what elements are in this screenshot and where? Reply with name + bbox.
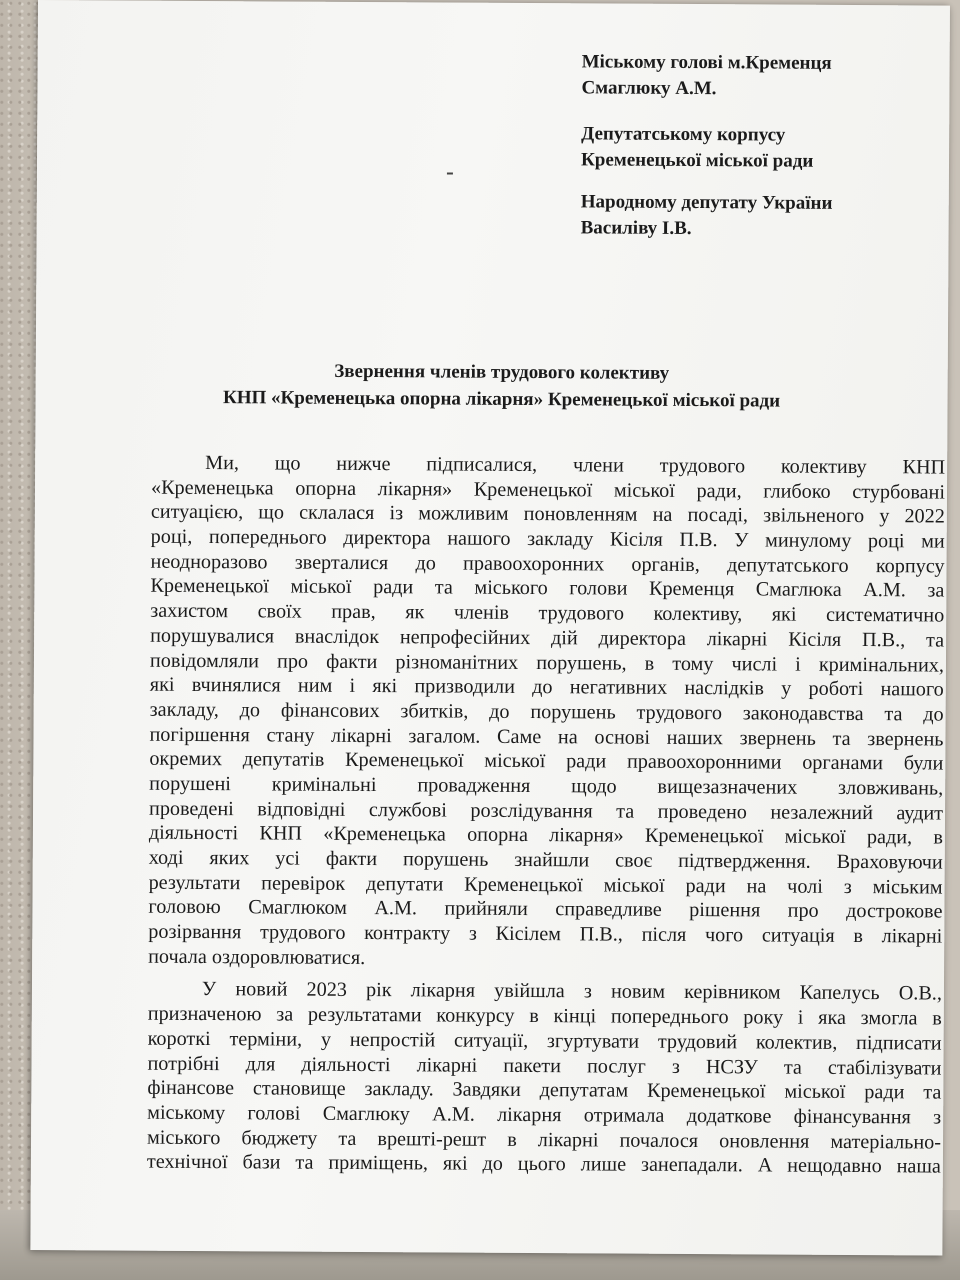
text-line: розірвання трудового контракту з Кісілем П.В., після чого ситуація в лікарні: [148, 920, 943, 948]
text-line: повідомляли про факти різноманітних порушень, в тому числі і кримінальних,: [149, 649, 945, 677]
text-line: погіршення стану лікарні загалом. Саме на основі наших звернень та звернень: [149, 723, 944, 751]
paragraph-1: [148, 451, 945, 974]
text-line: призначеною за результатами конкурсу в кінці попереднього року і яка змогла в: [147, 1002, 942, 1030]
text-line: Кременецької міської ради та міського голови Кременця Смаглюка А.М. за: [150, 575, 945, 602]
text-line: неодноразово зверталися до правоохоронних органів, депутатського корпусу: [150, 550, 945, 578]
document-title: [95, 356, 907, 415]
text-line: потрібні для діяльності лікарні пакети послуг з НСЗУ та стабілізувати: [147, 1052, 942, 1080]
paragraph-2: [147, 977, 942, 1179]
addressee-line: Василіву І.В.: [580, 217, 692, 239]
addressee-line: Смаглюку А.М.: [581, 77, 717, 100]
addressee-line: Депутатському корпусу: [581, 123, 786, 146]
text-line: почала оздоровлюватися.: [148, 945, 366, 969]
title-line-1: Звернення членів трудового колективу: [334, 360, 670, 384]
addressee-line: Міському голові м.Кременця: [581, 51, 832, 74]
text-line: головою Смаглюком А.М. прийняли справедливе рішення про дострокове: [148, 896, 943, 923]
letter-page: [30, 0, 950, 1256]
text-line: технічної бази та приміщень, які до цього лише занепадали. А нещодавно наша: [146, 1150, 941, 1178]
text-line: захистом своїх прав, як членів трудового колективу, які систематично: [150, 599, 945, 627]
text-line: Ми, що нижче підписалися, члени трудового колективу КНП: [205, 452, 946, 479]
text-line: фінансове становище закладу. Завдяки депутатам Кременецької міської ради та: [147, 1076, 942, 1104]
title-line-2: КНП «Кременецька опорна лікарня» Кременецької міської ради: [222, 387, 781, 412]
addressee-line: Народному депутату України: [580, 191, 833, 214]
text-line: результати перевірок депутати Кременецької міської ради на чолі з міським: [148, 871, 943, 899]
text-line: діяльності КНП «Кременецька опорна лікарня» Кременецької міської ради, в: [148, 822, 943, 849]
text-line: році, попереднього директора нашого закладу Кісіля П.В. У минулому році ми: [150, 525, 945, 553]
text-line: ході яких усі факти порушень знайшли своє підтвердження. Враховуючи: [148, 846, 943, 874]
text-line: порушувалися внаслідок непрофесійних дій директора лікарні Кісіля П.В., та: [150, 624, 945, 652]
text-line: «Кременецька опорна лікарня» Кременецької міської ради, глибоко стурбовані: [150, 476, 946, 504]
text-line: окремих депутатів Кременецької міської ради правоохоронними органами були: [149, 747, 944, 775]
addressee-council: [581, 121, 941, 175]
text-line: проведені відповідні службові розслідування та проведено незалежний аудит: [148, 797, 944, 825]
text-line: У новий 2023 рік лікарня увійшла з новим керівником Капелусь О.В.,: [201, 978, 943, 1005]
text-line: ситуацією, що склалася із можливим поновленням на посаді, звільненого у 2022: [150, 501, 945, 528]
addressee-line: Кременецької міської ради: [580, 149, 814, 172]
text-line: порушені кримінальні провадження щодо вищезазначених зловживань,: [149, 772, 944, 800]
text-line: міського бюджету та врешті-решт в лікарні почалося оновлення матеріально-: [146, 1126, 942, 1154]
text-line: які вчинялися ним і які призводили до негативних наслідків у роботі нашого: [149, 673, 944, 701]
text-line: короткі терміни, у непростій ситуації, згуртувати трудовий колектив, підписати: [147, 1027, 942, 1055]
text-line: міському голові Смаглюку А.М. лікарня отримала додаткове фінансування з: [147, 1101, 942, 1129]
text-line: закладу, до фінансових збитків, до порушень трудового законодавства та до: [149, 698, 944, 726]
addressee-mayor: [581, 49, 941, 103]
letter-body: [147, 451, 945, 1180]
addressee-mp: [581, 189, 941, 243]
ink-mark: [447, 173, 453, 175]
